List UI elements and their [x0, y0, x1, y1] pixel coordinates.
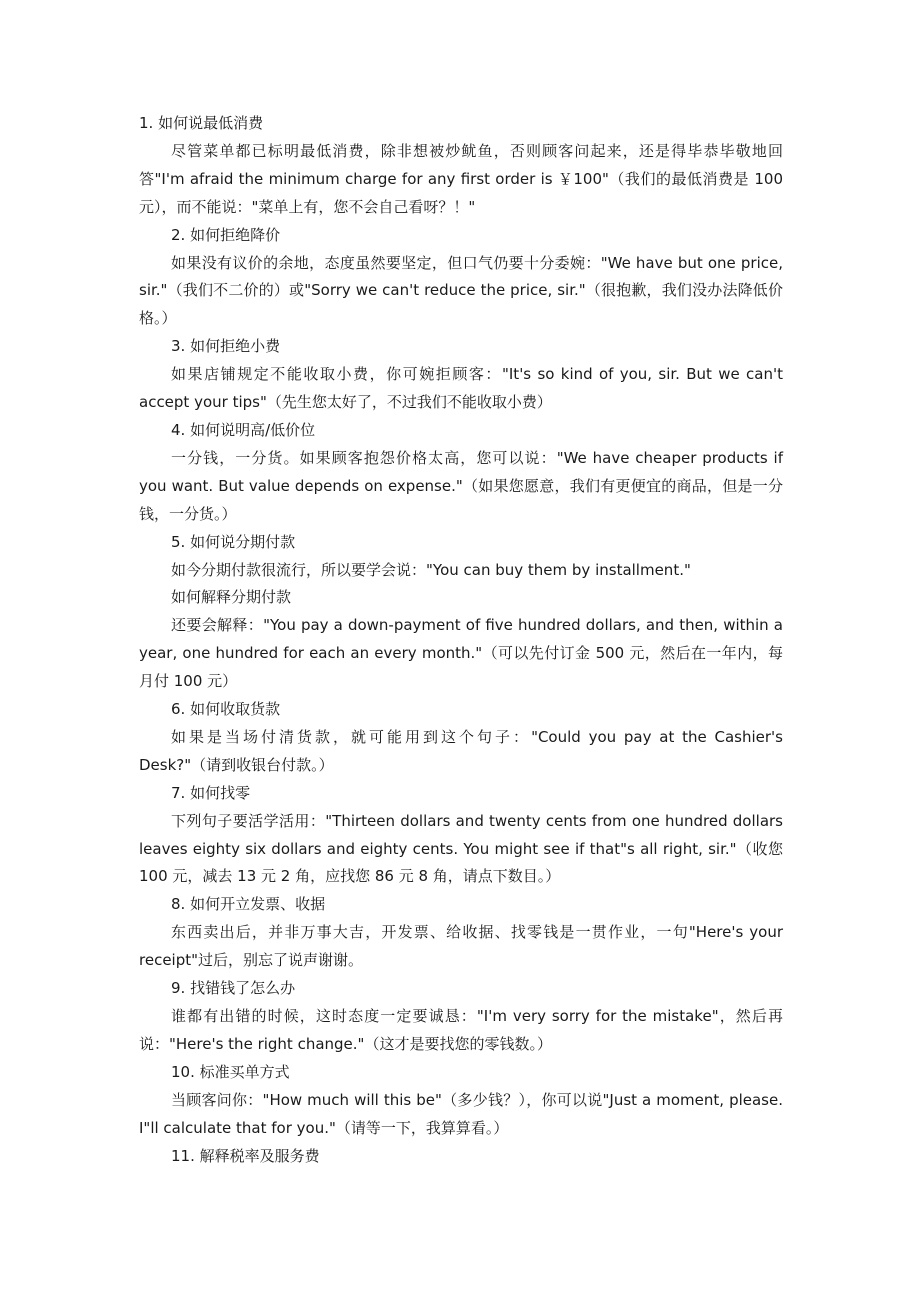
- section-heading: 1. 如何说最低消费: [139, 114, 264, 132]
- section-body: 还要会解释："You pay a down-payment of five hundred dollars, and then, within a year, one hundred for each an every month."（可以先付订金 500 元，然后在一年内，每月付 100 元）: [139, 616, 783, 691]
- section-body: 如果店铺规定不能收取小费，你可婉拒顾客："It's so kind of you, sir. But we can't accept your tips"（先生您太好了，不过我们不能收取小费）: [139, 365, 783, 412]
- section-heading: 如何解释分期付款: [171, 588, 292, 607]
- section-body: 当顾客问你："How much will this be"（多少钱？），你可以说"Just a moment, please. I"ll calculate that for you."（请等一下，我算算看。）: [139, 1090, 783, 1137]
- section-heading: 9. 找错钱了怎么办: [171, 979, 296, 998]
- section-body: 如果是当场付清货款，就可能用到这个句子："Could you pay at the Cashier's Desk?"（请到收银台付款。）: [139, 727, 783, 774]
- section-body: 东西卖出后，并非万事大吉，开发票、给收据、找零钱是一贯作业，一句"Here's your receipt"过后，别忘了说声谢谢。: [139, 923, 783, 970]
- section-body: 下列句子要活学活用："Thirteen dollars and twenty cents from one hundred dollars leaves eighty six dollars and eighty cents. You might see if that"s all right, sir."（收您 100 元，减去 13 元 2 角，应找您 86 元 8 角，请点下数目。）: [139, 811, 783, 886]
- section-body: 如今分期付款很流行，所以要学会说："You can buy them by installment.": [171, 560, 691, 579]
- section-heading: 10. 标准买单方式: [171, 1062, 290, 1081]
- section-heading: 2. 如何拒绝降价: [171, 225, 281, 244]
- section-heading: 4. 如何说明高/低价位: [171, 420, 316, 439]
- section-heading: 11. 解释税率及服务费: [171, 1146, 320, 1165]
- section-heading: 6. 如何收取货款: [171, 700, 281, 719]
- section-body: 尽管菜单都已标明最低消费，除非想被炒鱿鱼，否则顾客问起来，还是得毕恭毕敬地回答"I'm afraid the minimum charge for any first order is ￥100"（我们的最低消费是 100 元），而不能说："菜单上有，您不会自己看呀？！": [139, 141, 783, 216]
- section-heading: 8. 如何开立发票、收据: [171, 895, 326, 914]
- section-heading: 5. 如何说分期付款: [171, 532, 296, 551]
- section-heading: 3. 如何拒绝小费: [171, 337, 281, 356]
- section-body: 如果没有议价的余地，态度虽然要坚定，但口气仍要十分委婉："We have but one price, sir."（我们不二价的）或"Sorry we can't reduce the price, sir."（很抱歉，我们没办法降低价格。）: [139, 253, 783, 328]
- section-body: 一分钱，一分货。如果顾客抱怨价格太高，您可以说："We have cheaper products if you want. But value depends on expense."（如果您愿意，我们有更便宜的商品，但是一分钱，一分货。）: [139, 448, 783, 523]
- section-heading: 7. 如何找零: [171, 783, 251, 802]
- document-page: [139, 110, 783, 1170]
- section-body: 谁都有出错的时候，这时态度一定要诚恳："I'm very sorry for the mistake"，然后再说："Here's the right change."（这才是要找您的零钱数。）: [139, 1007, 783, 1053]
